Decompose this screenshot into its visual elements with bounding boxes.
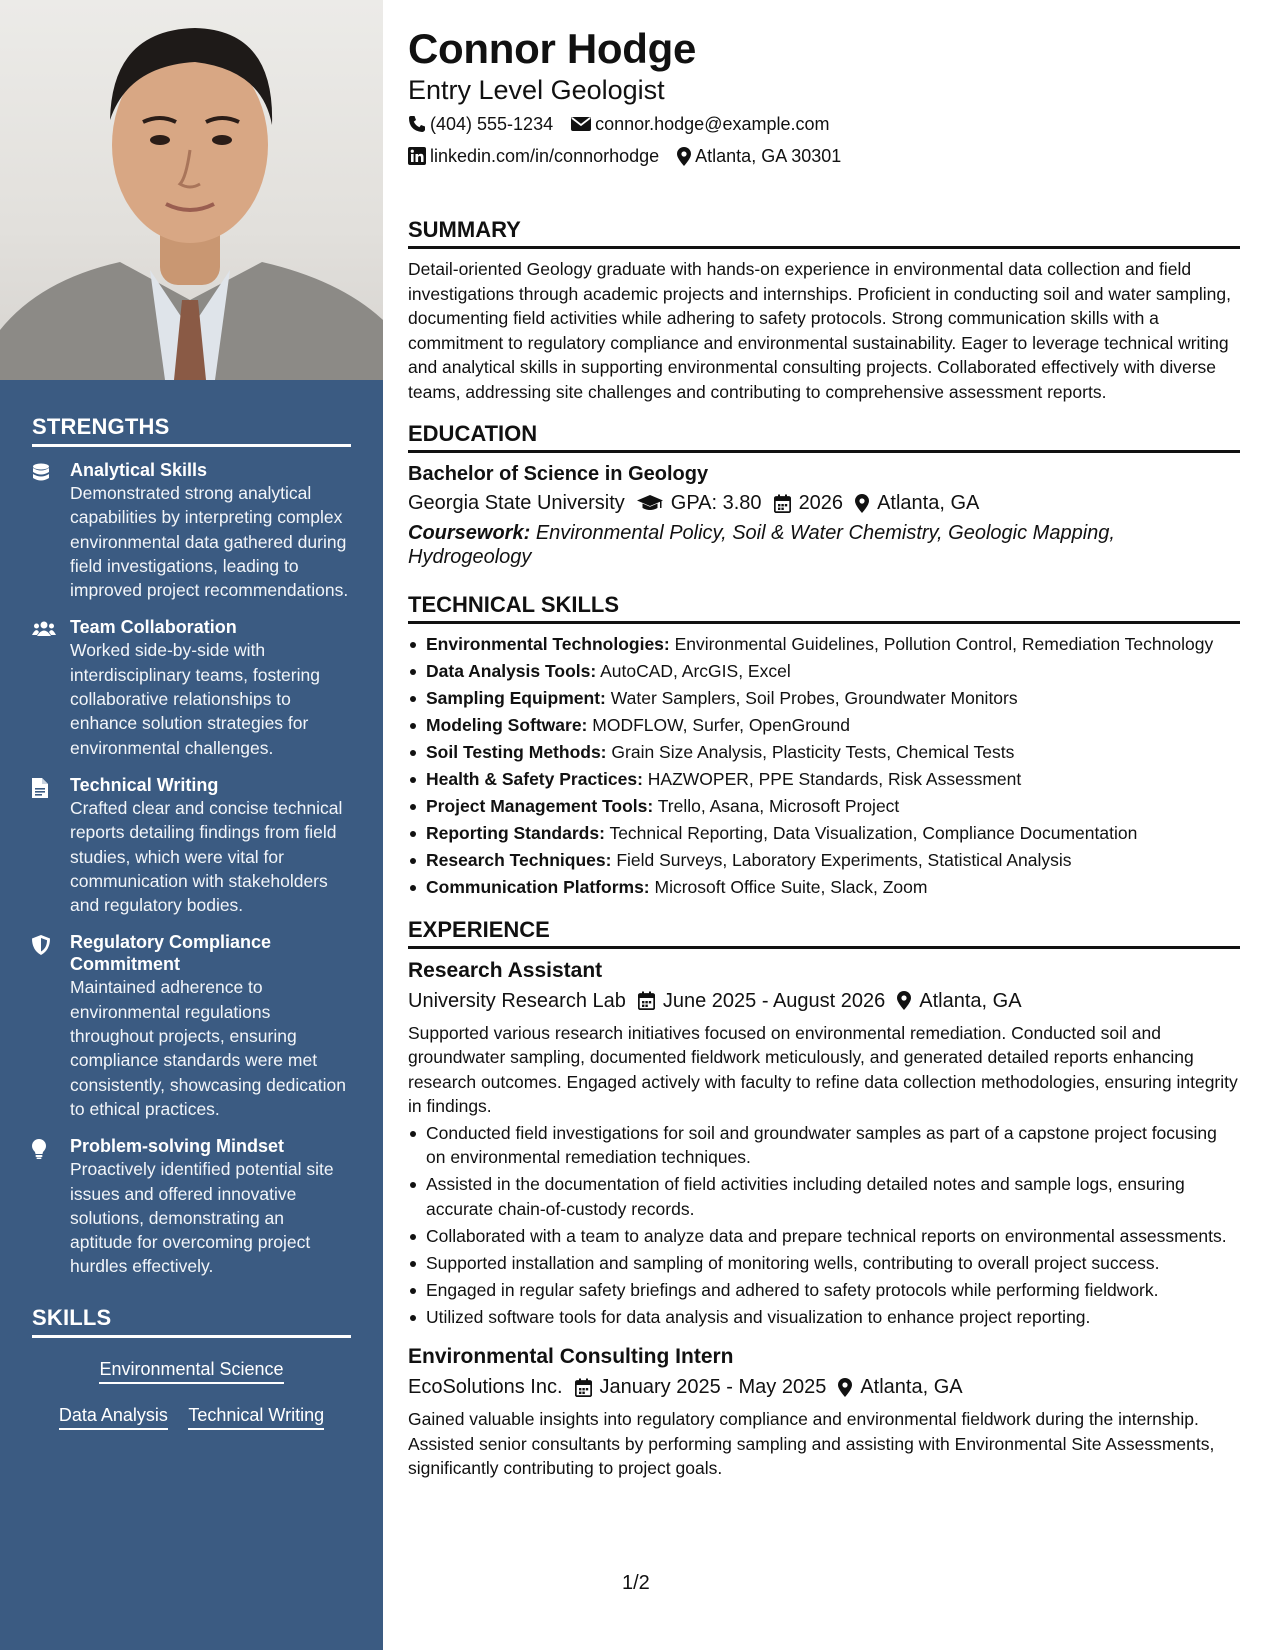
job-location (897, 987, 1021, 1015)
contact-row (408, 112, 1240, 136)
phone-icon (408, 115, 426, 133)
technical-skills-list (408, 632, 1240, 900)
job-company (408, 1373, 563, 1401)
list-item (408, 686, 1240, 711)
strength-desc: Proactively identified potential site issues and offered innovative solutions, demonstrating an aptitude for overcoming project hurdles effectively. (70, 1159, 334, 1277)
sidebar (0, 0, 383, 1650)
strengths-heading: STRENGTHS (32, 414, 351, 447)
job-title: Environmental Consulting Intern (408, 1345, 734, 1368)
shield-icon (32, 935, 50, 955)
calendar-icon (575, 1378, 592, 1397)
job-location-text: Atlanta, GA (919, 989, 1022, 1012)
list-item (408, 767, 1240, 792)
year-text: 2026 (798, 492, 844, 514)
skill-chip: Technical Writing (188, 1404, 324, 1430)
contact-linkedin[interactable] (408, 144, 659, 168)
strength-title: Team Collaboration (70, 617, 237, 638)
strength-item (32, 1135, 351, 1278)
lightbulb-icon (32, 1139, 46, 1159)
contact-email[interactable] (571, 112, 829, 136)
education-location-text: Atlanta, GA (877, 492, 980, 514)
company-text: University Research Lab (408, 989, 626, 1012)
coursework-text: Environmental Policy, Soil & Water Chemistry, Geologic Mapping, Hydrogeology (408, 522, 1115, 568)
strengths-section (0, 414, 383, 1442)
strength-item (32, 459, 351, 602)
list-item (408, 740, 1240, 765)
list-item (408, 659, 1240, 684)
page-number: 1/2 (622, 1572, 650, 1594)
education-degree: Bachelor of Science in Geology (408, 463, 709, 485)
list-item (408, 848, 1240, 873)
company-text: EcoSolutions Inc. (408, 1376, 563, 1398)
phone-text: (404) 555-1234 (430, 114, 554, 134)
map-pin-icon (897, 991, 911, 1010)
job-meta (408, 1373, 1240, 1401)
skill-chip: Data Analysis (59, 1404, 168, 1430)
candidate-name: Connor Hodge (408, 25, 697, 72)
education-heading: EDUCATION (408, 420, 1240, 453)
skill-value: Grain Size Analysis, Plasticity Tests, Chemical Tests (611, 742, 1015, 762)
job-entry (408, 1343, 1240, 1481)
strength-desc: Worked side-by-side with interdisciplinary teams, fostering collaborative relationships to enhance solution strategies for environmental challenges. (70, 640, 320, 758)
list-item: Assisted in the documentation of field activities including detailed notes and sample logs, ensuring accurate chain-of-custody records. (408, 1172, 1240, 1221)
email-text: connor.hodge@example.com (595, 114, 830, 134)
list-item: Supported installation and sampling of monitoring wells, contributing to overall project success. (408, 1251, 1240, 1276)
skill-label: Health & Safety Practices: (426, 769, 643, 789)
skill-value: Microsoft Office Suite, Slack, Zoom (654, 877, 928, 897)
skills-list (32, 1350, 351, 1442)
list-item (408, 632, 1240, 657)
education-meta (408, 489, 1240, 517)
skill-label: Soil Testing Methods: (426, 742, 607, 762)
envelope-icon (571, 116, 591, 132)
job-entry (408, 957, 1240, 1330)
skill-label: Sampling Equipment: (426, 688, 606, 708)
job-summary: Gained valuable insights into regulatory compliance and environmental fieldwork during the internship. Assisted senior consultants by performing sampling and assisting with Environmental Site Assessments, significantly contributing to project goals. (408, 1409, 1215, 1478)
map-pin-icon (855, 494, 869, 513)
strength-title: Problem-solving Mindset (70, 1136, 285, 1157)
job-meta (408, 987, 1240, 1015)
skill-label: Reporting Standards: (426, 823, 605, 843)
linkedin-text: linkedin.com/in/connorhodge (430, 146, 660, 166)
calendar-icon (774, 494, 791, 513)
contact-phone (408, 112, 553, 136)
gpa-text: GPA: 3.80 (670, 492, 762, 514)
map-pin-icon (677, 147, 691, 166)
database-icon (32, 463, 50, 483)
strength-item (32, 774, 351, 917)
skill-value: Field Surveys, Laboratory Experiments, Statistical Analysis (616, 850, 1072, 870)
job-title: Research Assistant (408, 958, 603, 982)
list-item (408, 875, 1240, 900)
linkedin-icon (408, 147, 426, 165)
summary-text: Detail-oriented Geology graduate with hands-on experience in environmental data collection and field investigations through academic projects and internships. Proficient in conducting soil and water sampling, documenting field activities while adhering to safety protocols. Strong communication skills with a commitment to regulatory compliance and environmental sustainability. Eager to leverage technical writing and analytical skills in supporting environmental consulting projects. Collaborated effectively with diverse teams, addressing site challenges and contributing to comprehensive assessment reports. (408, 259, 1231, 402)
coursework-label: Coursework: (408, 522, 531, 544)
skills-heading: SKILLS (32, 1305, 351, 1338)
list-item: Conducted field investigations for soil and groundwater samples as part of a capstone project focusing on environmental remediation techniques. (408, 1121, 1240, 1170)
document-icon (32, 778, 48, 798)
profile-photo (0, 0, 383, 380)
education-year (774, 489, 844, 517)
education-gpa (637, 489, 762, 517)
contact-location (677, 144, 841, 168)
list-item (408, 713, 1240, 738)
strength-title: Technical Writing (70, 774, 219, 795)
map-pin-icon (838, 1378, 852, 1397)
skill-label: Communication Platforms: (426, 877, 650, 897)
skill-label: Environmental Technologies: (426, 634, 670, 654)
skill-value: HAZWOPER, PPE Standards, Risk Assessment (647, 769, 1022, 789)
list-item: Collaborated with a team to analyze data and prepare technical reports on environmental assessments. (408, 1224, 1240, 1249)
dates-text: June 2025 - August 2026 (662, 989, 886, 1012)
job-location-text: Atlanta, GA (860, 1376, 963, 1398)
skill-value: MODFLOW, Surfer, OpenGround (592, 715, 850, 735)
skill-value: Environmental Guidelines, Pollution Control, Remediation Technology (674, 634, 1214, 654)
experience-heading: EXPERIENCE (408, 916, 1240, 949)
job-dates (575, 1373, 827, 1401)
skill-value: AutoCAD, ArcGIS, Excel (600, 661, 791, 681)
dates-text: January 2025 - May 2025 (599, 1376, 827, 1398)
list-item: Utilized software tools for data analysis and visualization to enhance project reporting. (408, 1305, 1240, 1330)
strength-item (32, 931, 351, 1121)
strength-desc: Demonstrated strong analytical capabilities by interpreting complex environmental data gathered during field investigations, leading to improved project recommendations. (70, 483, 349, 601)
list-item (408, 794, 1240, 819)
users-icon (32, 620, 56, 638)
education-location (855, 489, 979, 517)
skill-value: Technical Reporting, Data Visualization, Compliance Documentation (609, 823, 1138, 843)
contact-row (408, 144, 1240, 168)
strength-desc: Crafted clear and concise technical reports detailing findings from field studies, which were vital for communication with stakeholders and regulatory bodies. (70, 797, 343, 916)
job-location (838, 1373, 962, 1401)
strength-item (32, 616, 351, 759)
profile-photo-illustration (0, 0, 383, 380)
calendar-icon (638, 991, 655, 1010)
job-company (408, 987, 626, 1015)
graduation-cap-icon (637, 494, 663, 512)
technical-skills-heading: TECHNICAL SKILLS (408, 591, 1240, 624)
list-item (408, 821, 1240, 846)
candidate-title: Entry Level Geologist (408, 75, 665, 105)
skill-label: Modeling Software: (426, 715, 588, 735)
job-dates (638, 987, 885, 1015)
skill-value: Water Samplers, Soil Probes, Groundwater Monitors (610, 688, 1018, 708)
skill-value: Trello, Asana, Microsoft Project (657, 796, 900, 816)
skill-label: Research Techniques: (426, 850, 612, 870)
strength-title: Analytical Skills (70, 460, 208, 480)
coursework (408, 521, 1240, 569)
skill-label: Project Management Tools: (426, 796, 654, 816)
skill-label: Data Analysis Tools: (426, 661, 597, 681)
strength-title: Regulatory Compliance Commitment (70, 932, 272, 975)
summary-heading: SUMMARY (408, 216, 1240, 249)
education-school (408, 489, 625, 517)
school-text: Georgia State University (408, 492, 625, 514)
job-summary: Supported various research initiatives focused on environmental remediation. Conducted soil and groundwater sampling, documented fieldwork meticulously, and generated detailed reports enhancing research outcomes. Engaged actively with faculty to refine data collection methodologies, ensuring integrity in findings. (408, 1022, 1238, 1116)
job-bullets (408, 1121, 1240, 1330)
strength-desc: Maintained adherence to environmental regulations throughout projects, ensuring compliance standards were met consistently, showcasing dedication to ethical practices. (70, 977, 346, 1119)
list-item: Engaged in regular safety briefings and adhered to safety protocols while performing fieldwork. (408, 1278, 1240, 1303)
skill-chip: Environmental Science (99, 1358, 283, 1384)
location-text: Atlanta, GA 30301 (695, 146, 842, 166)
main-content (408, 0, 1240, 1491)
